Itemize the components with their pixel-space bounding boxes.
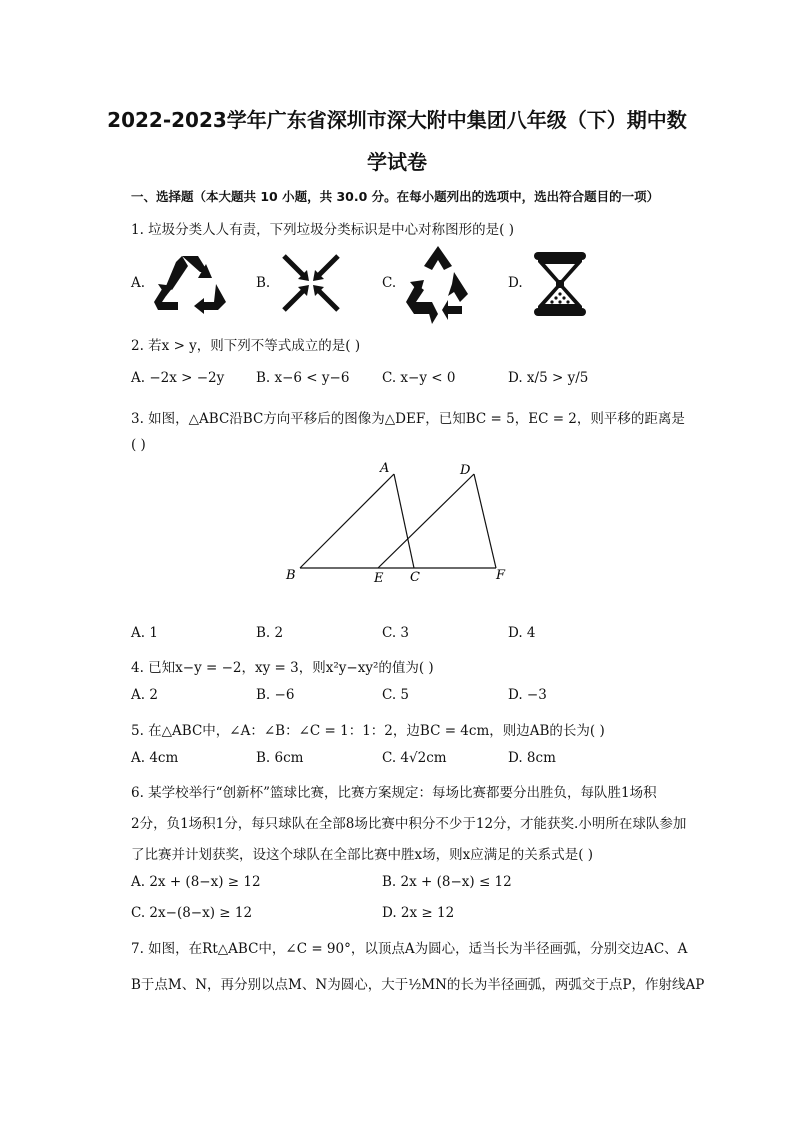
triangle-def bbox=[378, 474, 496, 568]
point-label-f: F bbox=[496, 568, 506, 583]
q6-option-a: A. 2x + (8−x) ≥ 12 bbox=[131, 874, 261, 890]
triangle-abc bbox=[300, 474, 414, 568]
point-label-e: E bbox=[374, 571, 384, 586]
q1-option-b-label: B. bbox=[256, 275, 271, 291]
q4-option-a: A. 2 bbox=[131, 687, 158, 703]
point-label-b: B bbox=[286, 568, 296, 583]
q5-option-d: D. 8cm bbox=[508, 750, 556, 766]
question-1-text: 1. 垃圾分类人人有责，下列垃圾分类标识是中心对称图形的是( ) bbox=[131, 222, 514, 238]
question-7-text-line1: 7. 如图，在Rt△ABC中，∠C = 90°，以顶点A为圆心，适当长为半径画弧，分别交边AC、A bbox=[131, 941, 688, 957]
section-heading: 一、选择题（本大题共 10 小题，共 30.0 分。在每小题列出的选项中，选出符合题目的一项） bbox=[131, 189, 660, 204]
question-3-text-line1: 3. 如图，△ABC沿BC方向平移后的图像为△DEF，已知BC = 5，EC = 2，则平移的距离是 bbox=[131, 411, 685, 427]
q2-option-b: B. x−6 < y−6 bbox=[256, 370, 350, 386]
q5-option-a: A. 4cm bbox=[131, 750, 179, 766]
q4-option-b: B. −6 bbox=[256, 687, 295, 703]
q2-option-c: C. x−y < 0 bbox=[382, 370, 456, 386]
recycle-triangle-icon bbox=[152, 250, 228, 316]
question-5-text: 5. 在△ABC中，∠A：∠B：∠C = 1：1：2，边BC = 4cm，则边AB的长为( ) bbox=[131, 723, 605, 739]
point-label-d: D bbox=[460, 463, 471, 478]
point-label-c: C bbox=[410, 570, 420, 585]
q1-option-d-label: D. bbox=[508, 275, 523, 291]
q3-option-d: D. 4 bbox=[508, 625, 536, 641]
question-6-text-line1: 6. 某学校举行“创新杯”篮球比赛，比赛方案规定：每场比赛都要分出胜负，每队胜1场积 bbox=[131, 785, 657, 801]
q6-option-c: C. 2x−(8−x) ≥ 12 bbox=[131, 905, 253, 921]
exam-title-line1: 2022-2023学年广东省深圳市深大附中集团八年级（下）期中数 bbox=[107, 108, 687, 132]
question-2-text: 2. 若x > y，则下列不等式成立的是( ) bbox=[131, 338, 361, 354]
q5-option-c: C. 4√2cm bbox=[382, 750, 447, 766]
four-arrows-icon bbox=[280, 252, 342, 314]
q5-option-b: B. 6cm bbox=[256, 750, 304, 766]
question-4-text: 4. 已知x−y = −2，xy = 3，则x²y−xy²的值为( ) bbox=[131, 660, 434, 676]
q3-option-c: C. 3 bbox=[382, 625, 410, 641]
q2-option-a: A. −2x > −2y bbox=[131, 370, 225, 386]
hourglass-icon bbox=[532, 250, 588, 318]
translation-triangles-figure bbox=[280, 458, 520, 590]
question-6-text-line3: 了比赛并计划获奖，设这个球队在全部比赛中胜x场，则x应满足的关系式是( ) bbox=[131, 847, 594, 863]
recycle-arrows-icon bbox=[402, 244, 474, 324]
q2-option-d: D. x/5 > y/5 bbox=[508, 370, 589, 386]
point-label-a: A bbox=[380, 461, 390, 476]
q1-option-c-label: C. bbox=[382, 275, 397, 291]
question-7-text-line2: B于点M、N，再分别以点M、N为圆心，大于½MN的长为半径画弧，两弧交于点P，作射线AP bbox=[131, 977, 705, 993]
q3-option-b: B. 2 bbox=[256, 625, 284, 641]
q1-option-a-label: A. bbox=[131, 275, 146, 291]
q6-option-d: D. 2x ≥ 12 bbox=[382, 905, 455, 921]
q3-option-a: A. 1 bbox=[131, 625, 158, 641]
q4-option-c: C. 5 bbox=[382, 687, 410, 703]
question-3-text-line2: ( ) bbox=[131, 437, 146, 453]
q4-option-d: D. −3 bbox=[508, 687, 547, 703]
question-6-text-line2: 2分，负1场积1分，每只球队在全部8场比赛中积分不少于12分，才能获奖.小明所在球队参加 bbox=[131, 816, 687, 832]
q6-option-b: B. 2x + (8−x) ≤ 12 bbox=[382, 874, 512, 890]
exam-title-line2: 学试卷 bbox=[367, 150, 427, 174]
